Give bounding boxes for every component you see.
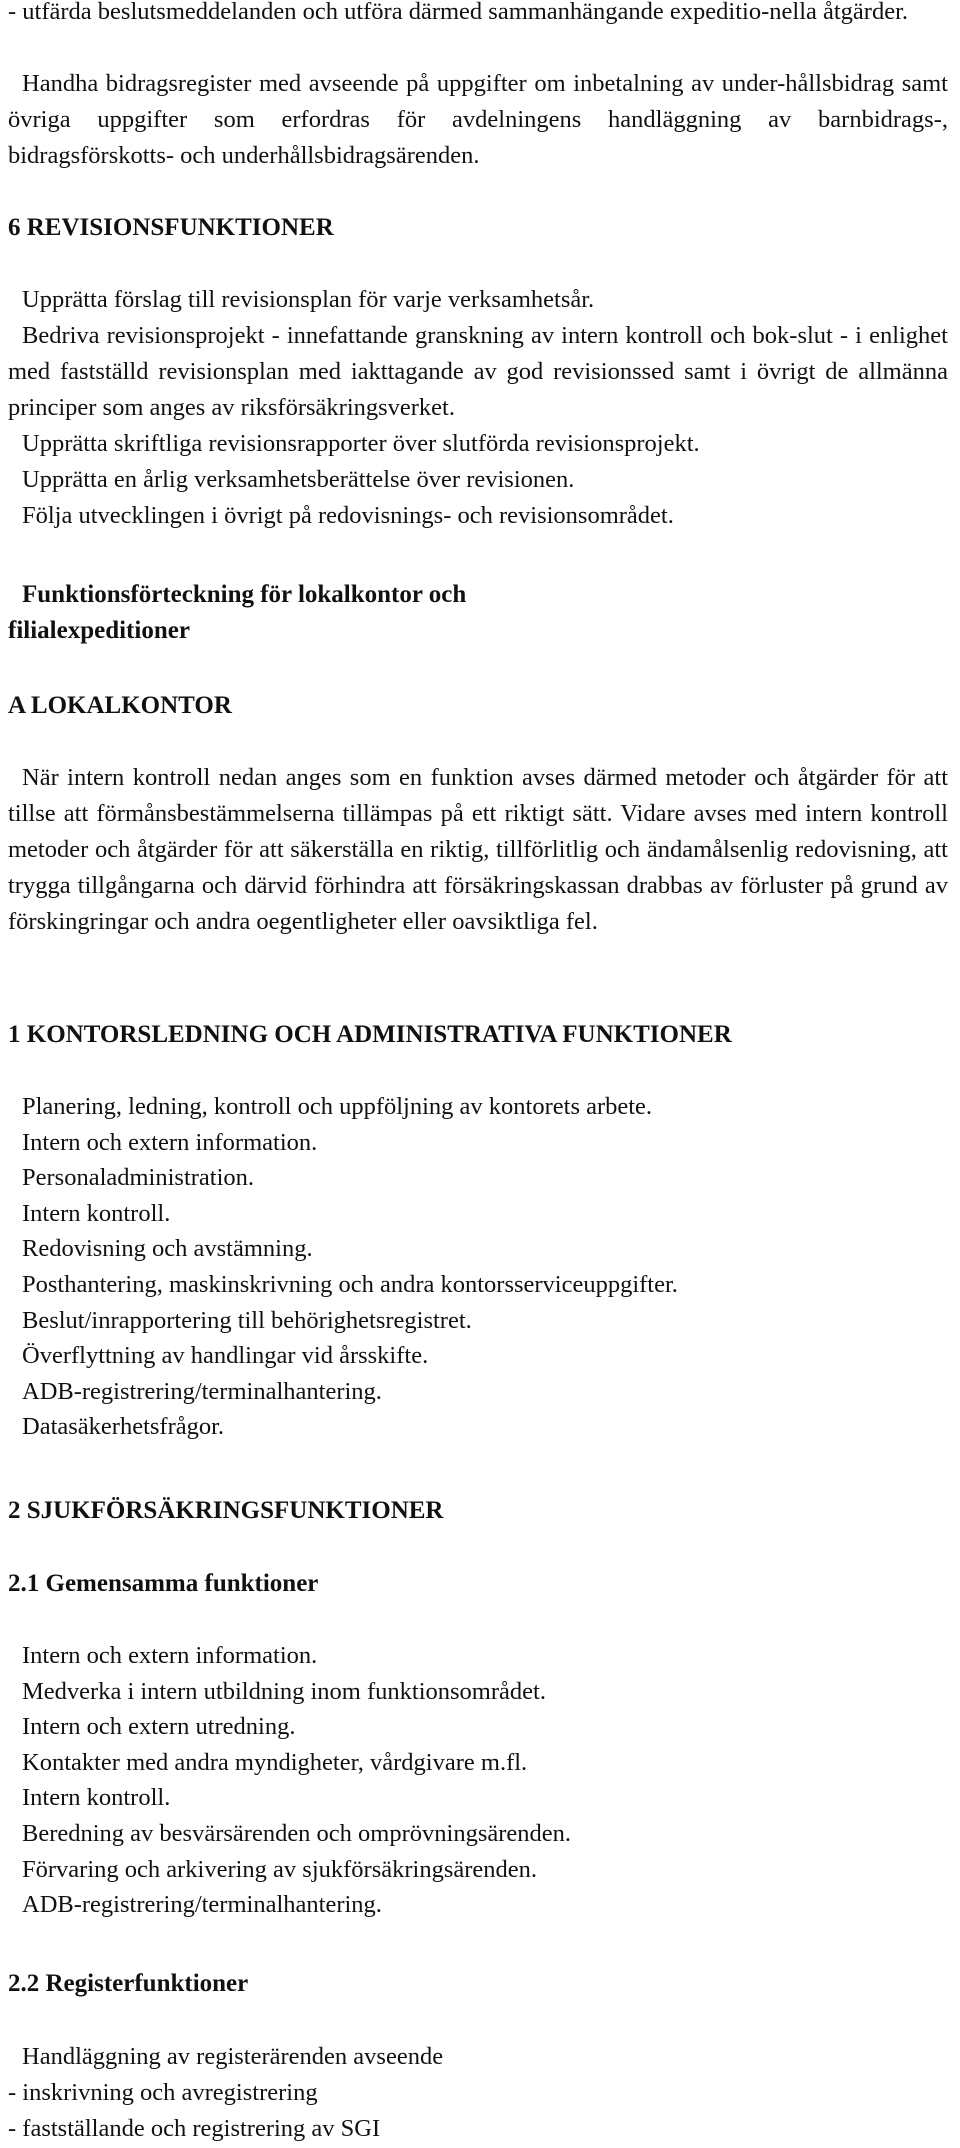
list-item: Personaladministration. [22, 1164, 255, 1192]
list-item: ADB-registrering/terminalhantering. [22, 1377, 382, 1405]
list-item: Intern och extern utredning. [22, 1713, 296, 1741]
main-title: Funktionsförteckning för lokalkontor och filialexpeditioner [8, 581, 467, 644]
section-1-list [22, 1089, 952, 1445]
section-2-1-heading: 2.1 Gemensamma funktioner [8, 1570, 319, 1597]
section-6-item: Upprätta förslag till revisionsplan för varje verksamhetsår. [22, 286, 595, 313]
list-item: Redovisning och avstämning. [22, 1235, 313, 1263]
section-6-item: Följa utvecklingen i övrigt på redovisnings- och revisionsområdet. [22, 502, 674, 529]
list-item: Datasäkerhetsfrågor. [22, 1413, 225, 1441]
section-6-item: Bedriva revisionsprojekt - innefattande granskning av intern kontroll och bok-slut - i enlighet med fastställd revisionsplan med iakttagande av god revisionssed samt i övrigt de allmänna principer som anges av riksförsäkringsverket. [8, 322, 948, 421]
list-item: Planering, ledning, kontroll och uppföljning av kontorets arbete. [22, 1093, 653, 1120]
section-2-2-heading: 2.2 Registerfunktioner [8, 1970, 249, 1997]
list-item: Kontakter med andra myndigheter, vårdgivare m.fl. [22, 1748, 528, 1776]
list-item: Överflyttning av handlingar vid årsskifte. [22, 1342, 429, 1370]
list-item: Intern och extern information. [22, 1642, 318, 1669]
list-item: Intern och extern information. [22, 1128, 318, 1156]
list-item: Förvaring och arkivering av sjukförsäkringsärenden. [22, 1855, 538, 1883]
list-item: Medverka i intern utbildning inom funktionsområdet. [22, 1677, 546, 1705]
list-item: ADB-registrering/terminalhantering. [22, 1891, 382, 1919]
section-a-paragraph: När intern kontroll nedan anges som en funktion avses därmed metoder och åtgärder för att tillse att förmånsbestämmelserna tillämpas på ett riktigt sätt. Vidare avses med intern kontroll metoder och åtgärder för att säkerställa en riktig, tillförlitlig och ändamålsenlig redovisning, att trygga tillgångarna och därvid förhindra att försäkringskassan drabbas av förluster på grund av förskingringar och andra oegentligheter eller oavsiktliga fel. [8, 764, 948, 935]
list-item: Beslut/inrapportering till behörighetsregistret. [22, 1306, 472, 1334]
list-item: Beredning av besvärsärenden och omprövningsärenden. [22, 1819, 572, 1847]
list-item: - inskrivning och avregistrering [8, 2079, 318, 2106]
intro-paragraph-2: Handha bidragsregister med avseende på uppgifter om inbetalning av under-hållsbidrag samt övriga uppgifter som erfordras för avdelningens handläggning av barnbidrags-, bidragsförskotts- och underhållsbidragsärenden. [8, 70, 948, 169]
list-item: Posthantering, maskinskrivning och andra kontorsserviceuppgifter. [22, 1270, 678, 1298]
section-2-2-intro: Handläggning av registerärenden avseende [22, 2043, 444, 2070]
section-2-1-list [22, 1638, 952, 1923]
section-1-heading: 1 KONTORSLEDNING OCH ADMINISTRATIVA FUNKTIONER [8, 1021, 732, 1048]
section-2-2-list [8, 2075, 938, 2147]
section-2-heading: 2 SJUKFÖRSÄKRINGSFUNKTIONER [8, 1497, 444, 1524]
intro-paragraph-1: - utfärda beslutsmeddelanden och utföra därmed sammanhängande expeditio-nella åtgärder. [8, 0, 909, 25]
section-6-item: Upprätta en årlig verksamhetsberättelse över revisionen. [22, 466, 575, 493]
list-item: - fastställande och registrering av SGI [8, 2115, 381, 2142]
list-item: Intern kontroll. [22, 1784, 171, 1812]
section-6-item: Upprätta skriftliga revisionsrapporter över slutförda revisionsprojekt. [22, 430, 700, 457]
section-a-heading: A LOKALKONTOR [8, 692, 232, 719]
list-item: Intern kontroll. [22, 1199, 171, 1227]
section-6-heading: 6 REVISIONSFUNKTIONER [8, 214, 334, 241]
